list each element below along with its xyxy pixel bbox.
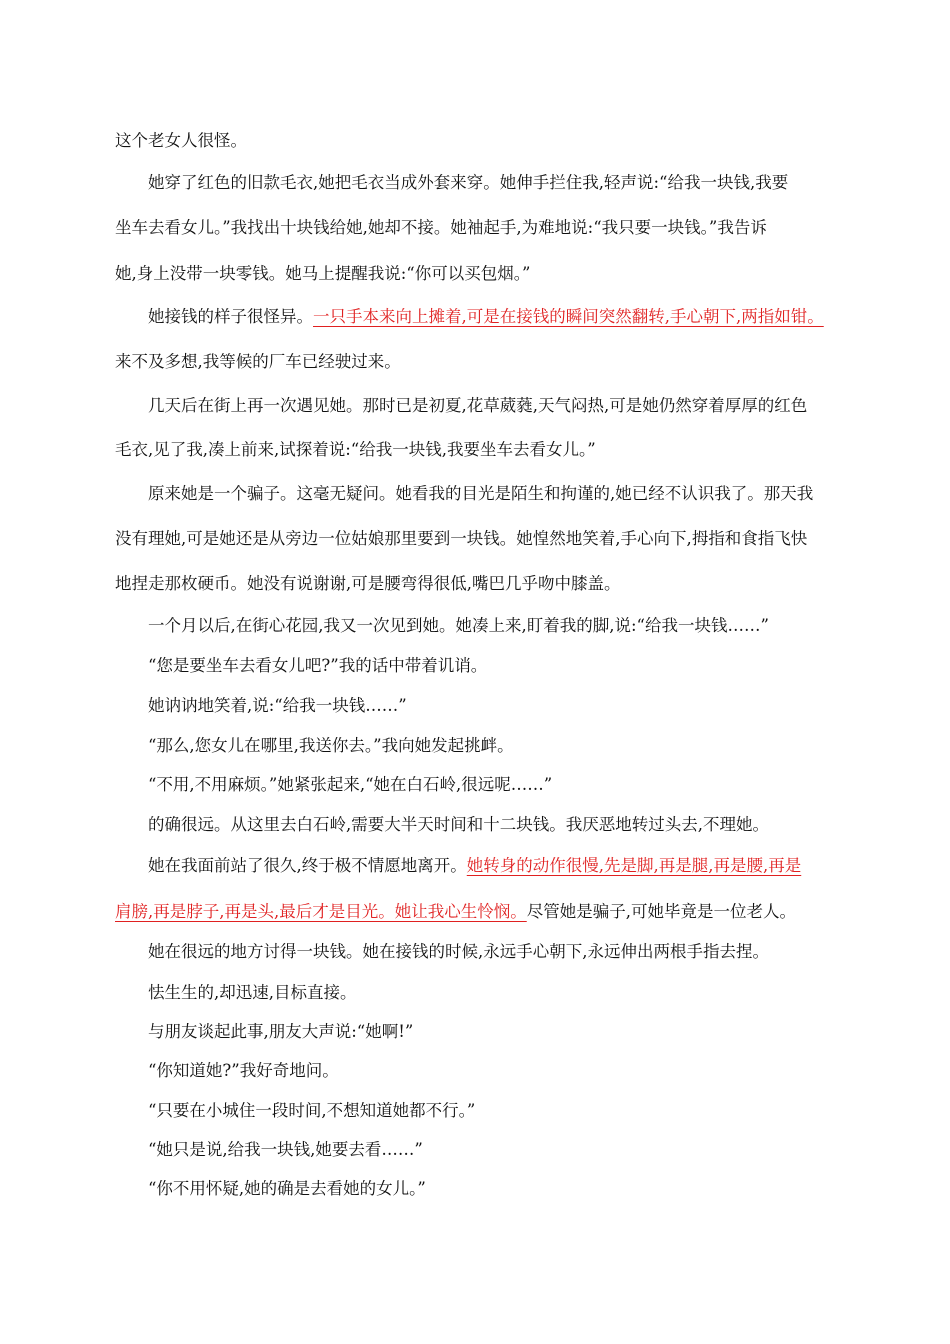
text-line <box>148 855 801 877</box>
text-line: 几天后在街上再一次遇见她。那时已是初夏,花草葳蕤,天气闷热,可是她仍然穿着厚厚的红色 <box>148 396 808 415</box>
text-line: 与朋友谈起此事,朋友大声说:“她啊!” <box>148 1022 414 1041</box>
text-line: 没有理她,可是她还是从旁边一位姑娘那里要到一块钱。她惶然地笑着,手心向下,拇指和食指飞快 <box>115 529 808 548</box>
text-line: 怯生生的,却迅速,目标直接。 <box>148 983 357 1002</box>
text-line: 坐车去看女儿。”我找出十块钱给她,她却不接。她袖起手,为难地说:“我只要一块钱。”我告诉 <box>115 218 767 237</box>
text-line: 毛衣,见了我,凑上前来,试探着说:“给我一块钱,我要坐车去看女儿。” <box>115 440 596 459</box>
text-line <box>148 306 824 328</box>
highlighted-text: 肩膀,再是脖子,再是头,最后才是目光。她让我心生怜悯。 <box>115 902 527 921</box>
text-line: 地捏走那枚硬币。她没有说谢谢,可是腰弯得很低,嘴巴几乎吻中膝盖。 <box>115 574 621 593</box>
text-segment: 她在我面前站了很久,终于极不情愿地离开。 <box>148 856 467 875</box>
text-line: “你不用怀疑,她的确是去看她的女儿。” <box>148 1179 426 1198</box>
text-line: “不用,不用麻烦。”她紧张起来,“她在白石岭,很远呢……” <box>148 775 553 794</box>
text-line: “那么,您女儿在哪里,我送你去。”我向她发起挑衅。 <box>148 736 514 755</box>
text-line: 这个老女人很怪。 <box>115 131 247 150</box>
text-segment: 她接钱的样子很怪异。 <box>148 307 313 326</box>
text-line: 她在很远的地方讨得一块钱。她在接钱的时候,永远手心朝下,永远伸出两根手指去捏。 <box>148 942 769 961</box>
text-line: “只要在小城住一段时间,不想知道她都不行。” <box>148 1101 476 1120</box>
text-line: 原来她是一个骗子。这毫无疑问。她看我的目光是陌生和拘谨的,她已经不认识我了。那天我 <box>148 484 814 503</box>
text-line: “你知道她?”我好奇地问。 <box>148 1061 339 1080</box>
text-line: 的确很远。从这里去白石岭,需要大半天时间和十二块钱。我厌恶地转过头去,不理她。 <box>148 815 769 834</box>
text-segment: 尽管她是骗子,可她毕竟是一位老人。 <box>526 902 796 921</box>
highlighted-text: 她转身的动作很慢,先是脚,再是腿,再是腰,再是 <box>466 856 802 875</box>
text-line: “您是要坐车去看女儿吧?”我的话中带着讥诮。 <box>148 656 488 675</box>
text-line: 她穿了红色的旧款毛衣,她把毛衣当成外套来穿。她伸手拦住我,轻声说:“给我一块钱,我要 <box>148 173 789 192</box>
highlighted-text: 一只手本来向上摊着,可是在接钱的瞬间突然翻转,手心朝下,两指如钳。 <box>313 307 824 326</box>
text-line: 一个月以后,在街心花园,我又一次见到她。她凑上来,盯着我的脚,说:“给我一块钱……” <box>148 616 769 635</box>
text-line: 她讷讷地笑着,说:“给我一块钱……” <box>148 696 407 715</box>
text-line: 她,身上没带一块零钱。她马上提醒我说:“你可以买包烟。” <box>115 264 531 283</box>
text-line <box>115 901 796 923</box>
text-line: “她只是说,给我一块钱,她要去看……” <box>148 1140 423 1159</box>
text-line: 来不及多想,我等候的厂车已经驶过来。 <box>115 352 401 371</box>
